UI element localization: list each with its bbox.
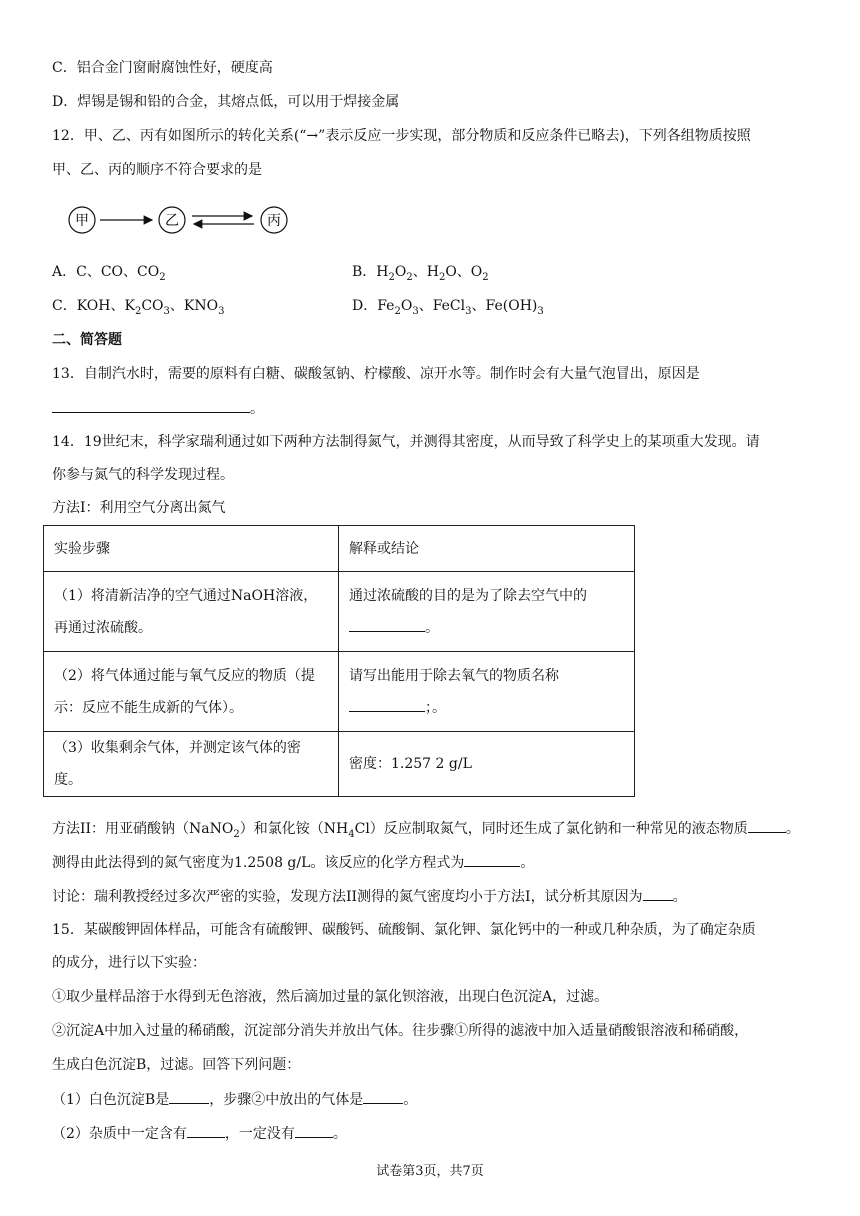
experiment-table bbox=[43, 525, 635, 797]
question-13-text: 13．自制汽水时，需要的原料有白糖、碳酸氢钠、柠檬酸、凉开水等。制作时会有大量气泡冒出，原因是 bbox=[52, 366, 700, 382]
question-13-answer-line: 。 bbox=[52, 398, 264, 419]
option-12-b[interactable]: B．$H_2O_2$、$H_2O$、$O_2$ bbox=[352, 264, 489, 283]
question-15-sub-1: （1）白色沉淀B是 ，步骤②中放出的气体是 。 bbox=[52, 1089, 417, 1110]
answer-blank[interactable] bbox=[169, 1089, 209, 1104]
step-cell: （3）收集剩余气体，并测定该气体的密度。 bbox=[44, 732, 339, 797]
method-2-text: 方法II：用亚硝酸钠（NaNO$_2$）和氯化铵$(NH_4Cl)$反应制取氮气，同时还生成了氯化钠和一种常见的液态物质 。 bbox=[52, 818, 800, 845]
answer-blank[interactable] bbox=[748, 818, 786, 833]
step-cell: （1）将清新洁净的空气通过NaOH溶液， 再通过浓硫酸。 bbox=[44, 572, 339, 652]
node-jia-label: 甲 bbox=[75, 213, 89, 229]
question-15-text-cont: 的成分，进行以下实验： bbox=[52, 955, 206, 971]
option-12-d[interactable]: D．$Fe_2O_3$、FeCl$_3$、$Fe(OH)_3$ bbox=[352, 298, 544, 317]
answer-blank[interactable] bbox=[643, 886, 673, 901]
answer-blank[interactable] bbox=[464, 852, 520, 867]
question-15-step-2-cont: 生成白色沉淀B，过滤。回答下列问题： bbox=[52, 1057, 301, 1073]
discussion-text: 讨论：瑞利教授经过多次严密的实验，发现方法II测得的氮气密度均小于方法I，试分析其原因为 。 bbox=[52, 886, 687, 907]
node-bing bbox=[261, 207, 287, 233]
note-cell: 密度：1.257 2 g/L bbox=[339, 732, 635, 797]
note-cell: 通过浓硫酸的目的是为了除去空气中的 。 bbox=[339, 572, 635, 652]
answer-blank[interactable] bbox=[349, 617, 425, 632]
header-cell: 实验步骤 bbox=[44, 526, 339, 572]
node-bing-label: 丙 bbox=[267, 213, 281, 229]
table-header-row bbox=[44, 526, 635, 572]
question-14-text: 14．19世纪末，科学家瑞利通过如下两种方法制得氮气，并测得其密度，从而导致了科学史上的某项重大发现。请 bbox=[52, 434, 760, 450]
table-row bbox=[44, 732, 635, 797]
answer-blank[interactable] bbox=[295, 1123, 333, 1138]
question-12-text: 12．甲、乙、丙有如图所示的转化关系(“→”表示反应一步实现，部分物质和反应条件已略去)，下列各组物质按照 bbox=[52, 128, 751, 144]
page-footer: 试卷第3页，共7页 bbox=[376, 1164, 484, 1179]
answer-blank[interactable] bbox=[52, 398, 250, 413]
option-d-previous: D．焊锡是锡和铅的合金，其熔点低，可以用于焊接金属 bbox=[52, 94, 400, 110]
question-14-text-cont: 你参与氮气的科学发现过程。 bbox=[52, 467, 234, 483]
step-cell: （2）将气体通过能与氧气反应的物质（提 示：反应不能生成新的气体）。 bbox=[44, 652, 339, 732]
answer-blank[interactable] bbox=[349, 697, 425, 712]
question-15-step-1: ①取少量样品溶于水得到无色溶液，然后滴加过量的氯化钡溶液，出现白色沉淀A，过滤。 bbox=[52, 989, 609, 1005]
question-15-sub-2: （2）杂质中一定含有 ，一定没有 。 bbox=[52, 1123, 347, 1144]
question-15-step-2: ②沉淀A中加入过量的稀硝酸，沉淀部分消失并放出气体。往步骤①所得的滤液中加入适量硝酸银溶液和稀硝酸， bbox=[52, 1023, 749, 1039]
header-cell: 解释或结论 bbox=[339, 526, 635, 572]
method-2-text-cont: 测得由此法得到的氮气密度为1.2508 g/L。该反应的化学方程式为 。 bbox=[52, 852, 534, 873]
node-yi-label: 乙 bbox=[165, 213, 179, 229]
note-cell: 请写出能用于除去氧气的物质名称 ；。 bbox=[339, 652, 635, 732]
option-12-c[interactable]: C．KOH、$K_2CO_3$、$KNO_3$ bbox=[52, 298, 225, 317]
table-row bbox=[44, 652, 635, 732]
question-15-text: 15．某碳酸钾固体样品，可能含有硫酸钾、碳酸钙、硫酸铜、氯化钾、氯化钙中的一种或几种杂质，为了确定杂质 bbox=[52, 922, 756, 938]
conversion-diagram bbox=[66, 200, 296, 240]
node-jia bbox=[69, 207, 95, 233]
section-heading: 二、简答题 bbox=[52, 332, 122, 348]
option-12-a[interactable]: A．C、CO、$CO_2$ bbox=[52, 264, 166, 283]
question-12-text-cont: 甲、乙、丙的顺序不符合要求的是 bbox=[52, 162, 262, 178]
node-yi bbox=[159, 207, 185, 233]
method-1-heading: 方法I：利用空气分离出氮气 bbox=[52, 500, 226, 516]
answer-blank[interactable] bbox=[363, 1089, 403, 1104]
answer-blank[interactable] bbox=[187, 1123, 225, 1138]
option-c-previous: C．铝合金门窗耐腐蚀性好，硬度高 bbox=[52, 60, 273, 76]
table-row bbox=[44, 572, 635, 652]
